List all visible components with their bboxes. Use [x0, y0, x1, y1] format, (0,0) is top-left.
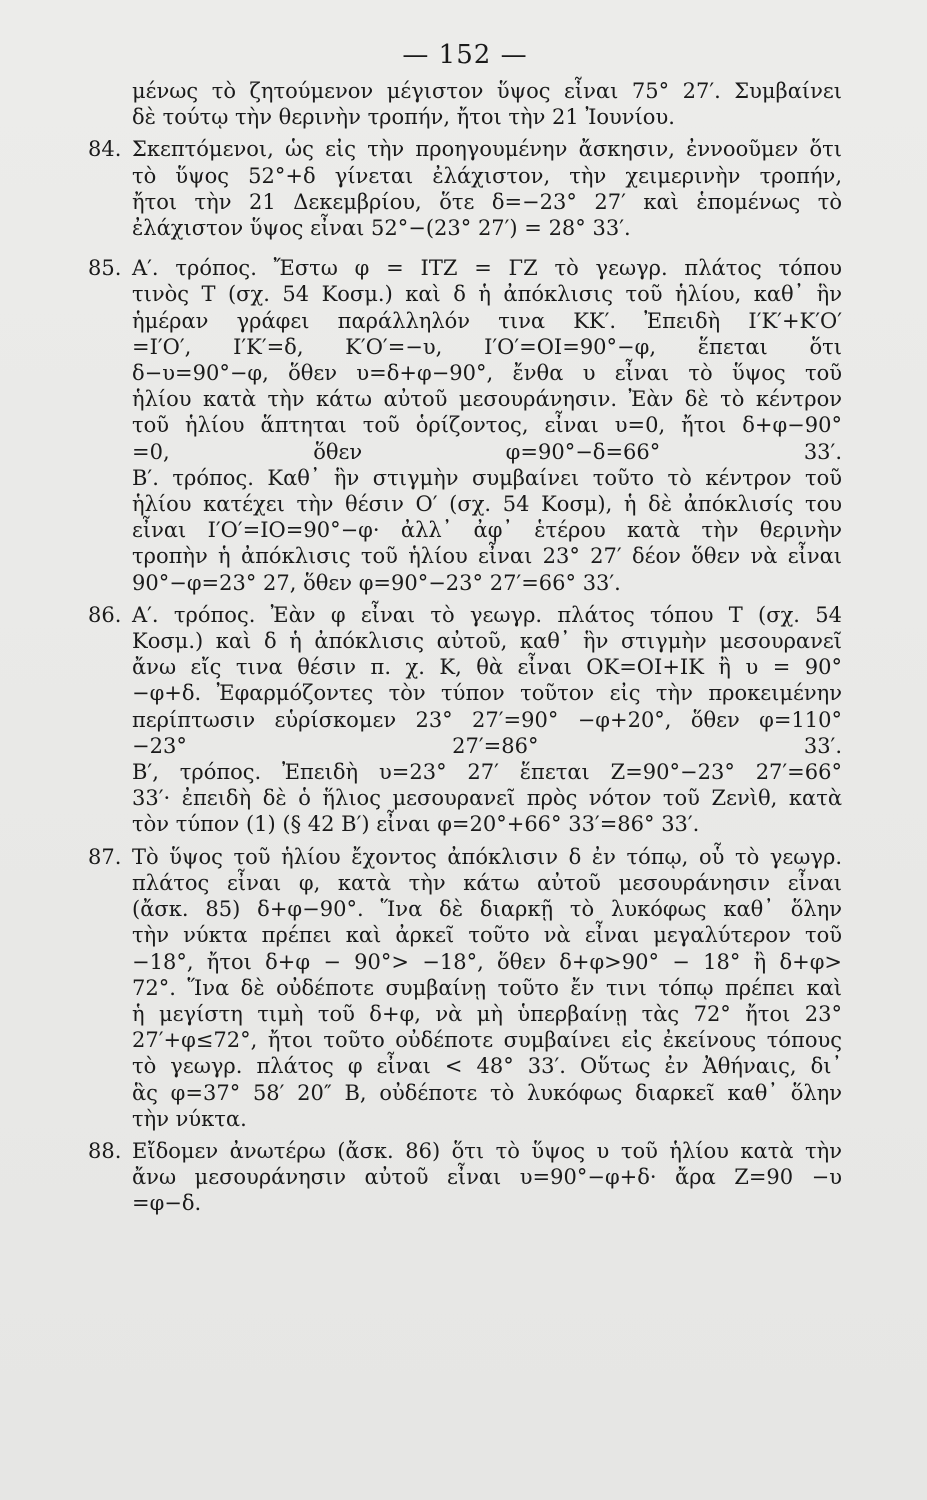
text-line	[132, 811, 842, 837]
line-text: ἄνω εἴς τινα θέσιν π. χ. Κ, θὰ εἶναι ΟΚ=ΟΙ+ΙΚ ἢ υ = 90°	[132, 655, 842, 680]
text-line	[88, 255, 842, 281]
line-text: 72°. Ἵνα δὲ οὐδέποτε συμβαίνῃ τοῦτο ἔν τινι τόπῳ πρέπει καὶ	[132, 975, 842, 1000]
line-text: ἡ μεγίστη τιμὴ τοῦ δ+φ, νὰ μὴ ὑπερβαίνῃ τὰς 72° ἤτοι 23°	[132, 1001, 842, 1026]
text-line	[132, 896, 842, 922]
line-text: τροπὴν ἡ ἀπόκλισις τοῦ ἡλίου εἶναι 23° 27′ δέον ὅθεν νὰ εἶναι	[132, 544, 842, 569]
line-text: ἐλάχιστον ὕψος εἶναι 52°−(23° 27′) = 28° 33′.	[132, 216, 631, 241]
paragraph-p86	[88, 602, 842, 838]
text-line	[132, 654, 842, 680]
line-text: =0, ὅθεν φ=90°−δ=66° 33′.	[132, 439, 842, 464]
line-text: Α′. τρόπος. Ἔστω φ = ΙΤΖ = ΓΖ τὸ γεωγρ. πλάτος τόπου	[132, 256, 842, 281]
line-text: τὸ ὕψος 52°+δ γίνεται ἐλάχιστον, τὴν χειμερινὴν τροπήν,	[132, 163, 842, 188]
text-line	[88, 1138, 842, 1164]
text-line	[132, 517, 842, 543]
text-line	[132, 1027, 842, 1053]
text-line	[132, 785, 842, 811]
text-line	[132, 360, 842, 386]
text-line	[132, 1190, 842, 1216]
line-text: Εἴδομεν ἀνωτέρω (ἄσκ. 86) ὅτι τὸ ὕψος υ τοῦ ἡλίου κατὰ τὴν	[132, 1138, 842, 1163]
paragraph-p84	[88, 136, 842, 241]
line-text: Σκεπτόμενοι, ὡς εἰς τὴν προηγουμένην ἄσκησιν, ἐννοοῦμεν ὅτι	[132, 137, 842, 162]
text-line	[88, 844, 842, 870]
line-text: ἄνω μεσουράνησιν αὐτοῦ εἶναι υ=90°−φ+δ· ἄρα Ζ=90 −υ	[132, 1165, 842, 1190]
line-text: τὴν νύκτα.	[132, 1106, 247, 1131]
line-text: τὸν τύπον (1) (§ 42 Β′) εἶναι φ=20°+66° 33′=86° 33′.	[132, 812, 700, 837]
text-line	[132, 1106, 842, 1132]
paragraph-cont	[88, 78, 842, 130]
line-text: τινὸς Τ (σχ. 54 Κοσμ.) καὶ δ ἡ ἀπόκλισις τοῦ ἡλίου, καθ᾽ ἣν	[132, 282, 842, 307]
exercise-number: 88.	[88, 1138, 122, 1163]
line-text: −φ+δ. Ἐφαρμόζοντες τὸν τύπον τοῦτον εἰς τὴν προκειμένην	[132, 681, 842, 706]
page-number: — 152 —	[402, 40, 528, 70]
line-text: =φ−δ.	[132, 1191, 202, 1216]
exercise-number: 85.	[88, 256, 122, 281]
line-text: Τὸ ὕψος τοῦ ἡλίου ἔχοντος ἀπόκλισιν δ ἐν τόπῳ, οὗ τὸ γεωγρ.	[132, 844, 842, 869]
paragraph-gap	[88, 241, 842, 255]
text-line	[132, 465, 842, 491]
text-line	[132, 439, 842, 465]
line-text: ἡλίου κατὰ τὴν κάτω αὐτοῦ μεσουράνησιν. Ἐὰν δὲ τὸ κέντρον	[132, 387, 842, 412]
text-line	[132, 570, 842, 596]
line-text: περίπτωσιν εὑρίσκομεν 23° 27′=90° −φ+20°, ὅθεν φ=110°	[132, 707, 842, 732]
line-text: −18°, ἤτοι δ+φ − 90°> −18°, ὅθεν δ+φ>90° − 18° ἢ δ+φ>	[132, 949, 842, 974]
exercise-number: 86.	[88, 602, 122, 627]
line-text: 90°−φ=23° 27, ὅθεν φ=90°−23° 27′=66° 33′.	[132, 570, 621, 595]
line-text: ἤτοι τὴν 21 Δεκεμβρίου, ὅτε δ=−23° 27′ καὶ ἑπομένως τὸ	[132, 189, 842, 214]
line-text: πλάτος εἶναι φ, κατὰ τὴν κάτω αὐτοῦ μεσουράνησιν εἶναι	[132, 870, 842, 895]
text-line	[132, 491, 842, 517]
paragraph-p87	[88, 844, 842, 1132]
line-text: δὲ τούτῳ τὴν θερινὴν τροπήν, ἤτοι τὴν 21 Ἰουνίου.	[132, 105, 675, 130]
page-body	[88, 78, 842, 1217]
line-text: =Ι′Ο′, Ι′Κ′=δ, Κ′Ο′=−υ, Ι′Ο′=ΟΙ=90°−φ, ἕπεται ὅτι	[132, 334, 842, 359]
line-text: Β′. τρόπος. Καθ᾽ ἣν στιγμὴν συμβαίνει τοῦτο τὸ κέντρον τοῦ	[132, 465, 842, 490]
line-text: τὴν νύκτα πρέπει καὶ ἀρκεῖ τοῦτο νὰ εἶναι μεγαλύτερον τοῦ	[132, 923, 842, 948]
text-line	[132, 104, 842, 130]
line-text: (ἄσκ. 85) δ+φ−90°. Ἵνα δὲ διαρκῇ τὸ λυκόφως καθ᾽ ὅλην	[132, 897, 842, 922]
paragraph-p88	[88, 1138, 842, 1217]
line-text: ἃς φ=37° 58′ 20″ Β, οὐδέποτε τὸ λυκόφως διαρκεῖ καθ᾽ ὅλην	[132, 1080, 842, 1105]
paragraph-p85	[88, 255, 842, 596]
text-line	[132, 628, 842, 654]
text-line	[132, 759, 842, 785]
text-line	[132, 543, 842, 569]
text-line	[132, 189, 842, 215]
line-text: ἡμέραν γράφει παράλληλόν τινα ΚΚ′. Ἐπειδὴ Ι′Κ′+Κ′Ο′	[132, 308, 842, 333]
text-line	[132, 870, 842, 896]
line-text: τὸ γεωγρ. πλάτος φ εἶναι < 48° 33′. Οὕτως ἐν Ἀθήναις, δι᾽	[132, 1054, 842, 1079]
text-line	[132, 733, 842, 759]
line-text: −23° 27′=86° 33′.	[132, 733, 842, 758]
text-line	[132, 1080, 842, 1106]
line-text: Κοσμ.) καὶ δ ἡ ἀπόκλισις αὐτοῦ, καθ᾽ ἣν στιγμὴν μεσουρανεῖ	[132, 629, 842, 654]
text-line	[132, 78, 842, 104]
line-text: δ−υ=90°−φ, ὅθεν υ=δ+φ−90°, ἔνθα υ εἶναι τὸ ὕψος τοῦ	[132, 361, 842, 386]
text-line	[132, 975, 842, 1001]
text-line	[132, 949, 842, 975]
line-text: 27′+φ≤72°, ἤτοι τοῦτο οὐδέποτε συμβαίνει εἰς ἐκείνους τόπους	[132, 1028, 842, 1053]
line-text: 33′· ἐπειδὴ δὲ ὁ ἥλιος μεσουρανεῖ πρὸς νότον τοῦ Ζενὶθ, κατὰ	[132, 786, 842, 811]
text-line	[88, 602, 842, 628]
text-line	[132, 386, 842, 412]
text-line	[132, 922, 842, 948]
exercise-number: 84.	[88, 137, 122, 162]
text-line	[132, 680, 842, 706]
text-line	[132, 1164, 842, 1190]
text-line	[88, 136, 842, 162]
line-text: Β′, τρόπος. Ἐπειδὴ υ=23° 27′ ἕπεται Ζ=90°−23° 27′=66°	[132, 760, 842, 785]
text-line	[132, 707, 842, 733]
text-line	[132, 334, 842, 360]
text-line	[132, 1053, 842, 1079]
text-line	[132, 215, 842, 241]
line-text: εἶναι Ι′Ο′=ΙΟ=90°−φ· ἀλλ᾽ ἀφ᾽ ἑτέρου κατὰ τὴν θερινὴν	[132, 518, 842, 543]
text-line	[132, 308, 842, 334]
line-text: μένως τὸ ζητούμενον μέγιστον ὕψος εἶναι 75° 27′. Συμβαίνει	[132, 79, 842, 103]
line-text: τοῦ ἡλίου ἅπτηται τοῦ ὁρίζοντος, εἶναι υ=0, ἤτοι δ+φ−90°	[132, 413, 842, 438]
text-line	[132, 281, 842, 307]
line-text: Α′. τρόπος. Ἐὰν φ εἶναι τὸ γεωγρ. πλάτος τόπου Τ (σχ. 54	[132, 602, 842, 627]
line-text: ἡλίου κατέχει τὴν θέσιν Ο′ (σχ. 54 Κοσμ), ἡ δὲ ἀπόκλισίς του	[132, 492, 842, 517]
text-line	[132, 163, 842, 189]
exercise-number: 87.	[88, 844, 122, 869]
text-line	[132, 1001, 842, 1027]
text-line	[132, 412, 842, 438]
